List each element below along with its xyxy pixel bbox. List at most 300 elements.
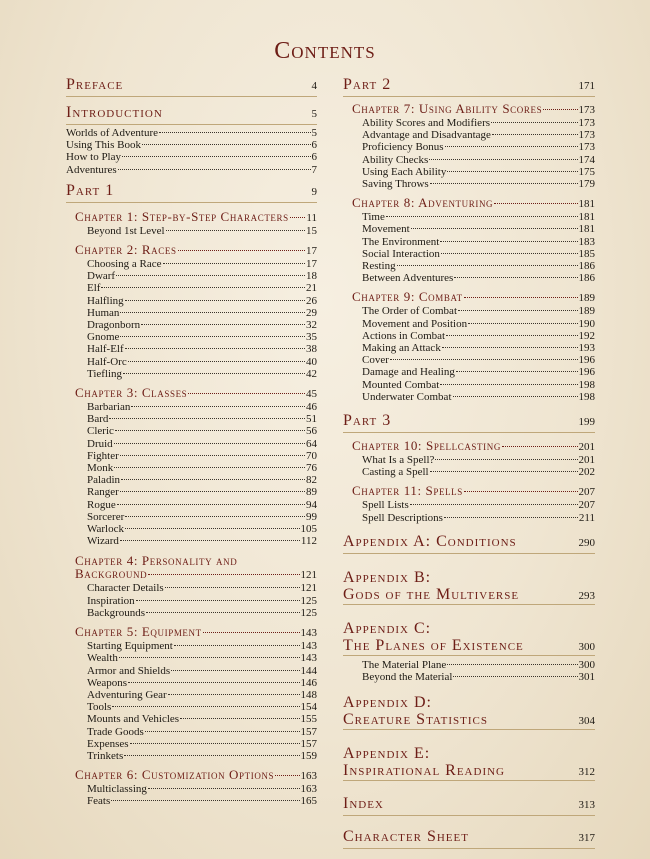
page-number: 317: [578, 832, 595, 845]
page-number: 6: [311, 139, 317, 152]
toc-appendix-e[interactable]: [343, 745, 595, 781]
entry-label: Cleric: [87, 425, 114, 438]
dot-leader: [128, 681, 299, 683]
entry-label: Chapter 3: Classes: [75, 385, 188, 401]
entry-label: Barbarian: [87, 401, 131, 414]
dot-leader: [123, 372, 305, 374]
dot-leader: [146, 611, 299, 613]
page-number: 181: [578, 198, 595, 211]
page-number: 99: [306, 510, 317, 523]
page-number: 56: [306, 425, 317, 438]
section-label: Character Sheet: [343, 828, 469, 846]
section-label: Appendix E:: [343, 745, 431, 763]
section-label: Introduction: [66, 104, 163, 121]
dot-leader: [112, 705, 299, 707]
page-number: 17: [306, 258, 317, 271]
dot-leader: [397, 264, 578, 266]
entry-label: Cover: [362, 354, 389, 367]
dot-leader: [440, 383, 577, 385]
entry-label: Human: [87, 306, 120, 319]
page-number: 15: [306, 224, 317, 237]
dot-leader: [125, 299, 305, 301]
dot-leader: [124, 754, 299, 756]
entry-label: Ability Scores and Modifiers: [362, 117, 491, 129]
toc-item[interactable]: [87, 523, 317, 535]
entry-label: Wealth: [87, 652, 118, 665]
dot-leader: [178, 249, 305, 251]
toc-item[interactable]: [362, 366, 595, 378]
entry-label: Chapter 5: Equipment: [75, 624, 202, 640]
chapter-heading[interactable]: [75, 210, 317, 225]
page-number: 293: [578, 589, 595, 602]
toc-item[interactable]: [87, 795, 317, 807]
toc-item[interactable]: [362, 499, 595, 511]
toc-item[interactable]: [87, 401, 317, 413]
toc-item[interactable]: [362, 272, 595, 284]
page-number: 207: [578, 486, 595, 499]
toc-chapter-3: [66, 386, 317, 547]
chapter-heading[interactable]: [75, 554, 317, 582]
entry-label: What Is a Spell?: [362, 454, 435, 467]
toc-item[interactable]: [362, 391, 595, 403]
toc-left-column: [66, 76, 317, 808]
entry-label: Casting a Spell: [362, 466, 429, 479]
page-number: 143: [300, 640, 317, 653]
dot-leader: [386, 215, 578, 217]
entry-label: Chapter 1: Step-by-Step Characters: [75, 208, 289, 224]
entry-label: Spell Lists: [362, 499, 409, 512]
dot-leader: [543, 108, 577, 110]
toc-item[interactable]: [87, 689, 317, 701]
page-number: 186: [578, 272, 595, 285]
toc-item[interactable]: [66, 151, 317, 163]
toc-item[interactable]: [362, 342, 595, 354]
page-number: 189: [578, 305, 595, 318]
entry-label: Movement and Position: [362, 317, 468, 330]
entry-label: Expenses: [87, 737, 129, 750]
entry-label: Tools: [87, 701, 112, 714]
dot-leader: [445, 145, 578, 147]
entry-label: Between Adventures: [362, 272, 454, 285]
page-number: 21: [306, 282, 317, 295]
dot-leader: [430, 182, 578, 184]
entry-label: Choosing a Race: [87, 258, 162, 271]
dot-leader: [453, 395, 578, 397]
entry-label: Bard: [87, 413, 109, 426]
entry-label: How to Play: [66, 151, 121, 164]
chapter-heading[interactable]: [75, 386, 317, 401]
page-number: 32: [306, 319, 317, 332]
toc-item[interactable]: [66, 127, 317, 139]
page-number: 211: [578, 511, 595, 524]
entry-label: Rogue: [87, 498, 116, 511]
entry-label: Proficiency Bonus: [362, 141, 444, 154]
entry-label: Saving Throws: [362, 178, 429, 191]
dot-leader: [120, 454, 305, 456]
dot-leader: [125, 515, 305, 517]
entry-label: Halfling: [87, 294, 124, 307]
toc-item[interactable]: [87, 701, 317, 713]
page-number: 5: [311, 127, 317, 139]
dot-leader: [163, 262, 305, 264]
section-label: Appendix D:: [343, 694, 433, 712]
dot-leader: [145, 730, 300, 732]
dot-leader: [453, 675, 577, 677]
toc-character-sheet[interactable]: [343, 828, 595, 849]
toc-item[interactable]: [87, 713, 317, 725]
toc-appendix-a[interactable]: [343, 533, 595, 554]
toc-item[interactable]: [75, 225, 317, 237]
page-number: 11: [306, 211, 317, 224]
entry-label: Ability Checks: [362, 153, 429, 166]
entry-label: Beyond the Material: [362, 671, 453, 684]
toc-item[interactable]: [362, 379, 595, 391]
page-number: 29: [306, 306, 317, 319]
page-number: 125: [300, 606, 317, 619]
toc-chapter-4: [66, 554, 317, 619]
entry-label: Adventures: [66, 163, 117, 176]
page-number: 46: [306, 401, 317, 414]
page-number: 175: [578, 165, 595, 178]
toc-item[interactable]: [87, 738, 317, 750]
page-number: 6: [311, 151, 317, 164]
entry-label: Worlds of Adventure: [66, 127, 158, 139]
toc-item[interactable]: [87, 319, 317, 331]
toc-item[interactable]: [87, 595, 317, 607]
dot-leader: [444, 516, 578, 518]
page-number: 146: [300, 676, 317, 689]
toc-item[interactable]: [87, 783, 317, 795]
entry-label: Chapter 6: Customization Options: [75, 767, 275, 783]
toc-item[interactable]: [362, 211, 595, 223]
chapter-heading[interactable]: [352, 102, 595, 117]
dot-leader: [114, 466, 305, 468]
section-label: Gods of the Multiverse: [343, 585, 520, 603]
entry-label: Tiefling: [87, 367, 123, 380]
page-number: 7: [311, 163, 317, 176]
page-number: 9: [311, 185, 317, 198]
chapter-items: [352, 499, 595, 523]
dot-leader: [411, 227, 578, 229]
toc-item[interactable]: [87, 295, 317, 307]
dot-leader: [468, 322, 577, 324]
toc-item[interactable]: [87, 499, 317, 511]
entry-label: Adventuring Gear: [87, 688, 167, 701]
entry-label: Gnome: [87, 331, 120, 344]
page-number: 112: [300, 535, 317, 548]
toc-item[interactable]: [87, 438, 317, 450]
page-number: 148: [300, 688, 317, 701]
entry-label: Beyond 1st Level: [87, 224, 165, 237]
toc-section-part-3[interactable]: [343, 412, 595, 433]
chapter-heading[interactable]: [75, 768, 317, 783]
toc-item[interactable]: [87, 368, 317, 380]
dot-leader: [130, 742, 300, 744]
entry-label: Chapter 9: Combat: [352, 289, 463, 305]
page-number: 181: [578, 211, 595, 224]
toc-item[interactable]: [362, 330, 595, 342]
page-number: 171: [578, 80, 595, 92]
dot-leader: [168, 693, 300, 695]
page-number: 173: [578, 104, 595, 116]
toc-item[interactable]: [362, 454, 595, 466]
chapter-heading[interactable]: [75, 625, 317, 640]
dot-leader: [464, 490, 578, 492]
toc-item[interactable]: [87, 607, 317, 619]
page-number: 163: [300, 783, 317, 796]
toc-item[interactable]: [362, 178, 595, 190]
toc-item[interactable]: [87, 450, 317, 462]
toc-appendix-c[interactable]: [343, 620, 595, 656]
page-number: 143: [300, 627, 317, 640]
dot-leader: [125, 347, 305, 349]
dot-leader: [447, 663, 577, 665]
entry-label: Multiclassing: [87, 783, 147, 796]
toc-item[interactable]: [87, 282, 317, 294]
page-number: 121: [300, 582, 317, 595]
page-number: 105: [300, 523, 317, 536]
dot-leader: [458, 309, 578, 311]
entry-label: Social Interaction: [362, 247, 440, 260]
toc-item[interactable]: [362, 141, 595, 153]
page-number: 189: [578, 292, 595, 305]
section-label: Part 3: [343, 412, 392, 430]
toc-chapter-9: [343, 290, 595, 403]
chapter-heading[interactable]: [352, 484, 595, 499]
dot-leader: [430, 470, 578, 472]
chapter-items: [75, 582, 317, 619]
dot-leader: [203, 631, 300, 633]
entry-label: Mounts and Vehicles: [87, 713, 180, 726]
page-number: 290: [578, 536, 595, 549]
toc-item[interactable]: [87, 726, 317, 738]
toc-item[interactable]: [87, 750, 317, 762]
page-number: 301: [578, 671, 595, 684]
toc-section-part-2[interactable]: [343, 76, 595, 97]
entry-label: Wizard: [87, 535, 119, 548]
toc-item[interactable]: [87, 640, 317, 652]
entry-label: Chapter 2: Races: [75, 242, 177, 258]
chapter-heading[interactable]: [352, 290, 595, 305]
toc-item[interactable]: [87, 307, 317, 319]
entry-label: Background: [75, 566, 148, 582]
page-number: 163: [300, 770, 317, 783]
dot-leader: [122, 155, 311, 157]
page-number: 5: [311, 108, 317, 120]
entry-label: Chapter 8: Adventuring: [352, 195, 494, 211]
dot-leader: [502, 445, 578, 447]
dot-leader: [128, 360, 305, 362]
page-number: 201: [578, 454, 595, 467]
page-number: 207: [578, 499, 595, 512]
toc-item[interactable]: [87, 270, 317, 282]
toc-item[interactable]: [87, 511, 317, 523]
chapter-items: [352, 117, 595, 190]
toc-item[interactable]: [362, 659, 595, 671]
toc-item[interactable]: [87, 474, 317, 486]
dot-leader: [121, 478, 305, 480]
toc-appendix-b[interactable]: [343, 569, 595, 605]
entry-label: Monk: [87, 462, 114, 475]
entry-label: Spell Descriptions: [362, 511, 443, 524]
page-number: 312: [578, 766, 595, 779]
dot-leader: [120, 490, 305, 492]
page-number: 196: [578, 354, 595, 367]
toc-section-preface[interactable]: [66, 76, 317, 97]
toc-item[interactable]: [87, 665, 317, 677]
page-number: 173: [578, 141, 595, 154]
dot-leader: [180, 717, 299, 719]
page-number: 157: [300, 725, 317, 738]
page-number: 18: [306, 270, 317, 283]
section-label: Preface: [66, 76, 124, 93]
toc-item[interactable]: [66, 139, 317, 151]
dot-leader: [148, 573, 299, 575]
chapter-heading[interactable]: [352, 439, 595, 454]
toc-item[interactable]: [66, 164, 317, 176]
entry-label: Ranger: [87, 486, 119, 499]
toc-item[interactable]: [87, 677, 317, 689]
introduction-items: [66, 127, 317, 176]
dot-leader: [410, 503, 578, 505]
toc-item[interactable]: [362, 305, 595, 317]
toc-item[interactable]: [87, 462, 317, 474]
toc-item[interactable]: [87, 258, 317, 270]
page-number: 4: [311, 80, 317, 92]
toc-item[interactable]: [87, 356, 317, 368]
dot-leader: [441, 252, 578, 254]
page-number: 159: [300, 749, 317, 762]
page-number: 82: [306, 474, 317, 487]
toc-section-part-1[interactable]: [66, 182, 317, 203]
entry-label: Movement: [362, 223, 410, 236]
page-number: 190: [578, 317, 595, 330]
dot-leader: [119, 656, 300, 658]
dot-leader: [118, 168, 311, 170]
toc-item[interactable]: [87, 425, 317, 437]
entry-label: Actions in Combat: [362, 329, 446, 342]
toc-item[interactable]: [362, 512, 595, 524]
page-number: 202: [578, 466, 595, 479]
page-number: 304: [578, 715, 595, 728]
dot-leader: [111, 799, 299, 801]
toc-chapter-1: [66, 210, 317, 237]
chapter-items: [75, 783, 317, 807]
toc-item[interactable]: [362, 236, 595, 248]
chapter-heading[interactable]: [75, 243, 317, 258]
toc-section-introduction[interactable]: [66, 104, 317, 125]
toc-item[interactable]: [87, 652, 317, 664]
toc-item[interactable]: [362, 671, 595, 683]
page-number: 199: [578, 416, 595, 429]
toc-item[interactable]: [87, 535, 317, 547]
entry-label: Inspiration: [87, 594, 135, 607]
chapter-items: [352, 454, 595, 478]
dot-leader: [174, 644, 300, 646]
toc-item[interactable]: [87, 343, 317, 355]
entry-label: Dragonborn: [87, 319, 141, 332]
chapter-items: [352, 211, 595, 284]
entry-label: Using This Book: [66, 139, 141, 152]
page-number: 173: [578, 117, 595, 129]
dot-leader: [131, 405, 305, 407]
toc-item[interactable]: [362, 466, 595, 478]
toc-item[interactable]: [87, 331, 317, 343]
toc-item[interactable]: [87, 582, 317, 594]
section-label: Appendix A: Conditions: [343, 532, 517, 550]
toc-appendix-d[interactable]: [343, 694, 595, 730]
entry-label: Fighter: [87, 449, 119, 462]
dot-leader: [141, 323, 305, 325]
section-label: Part 2: [343, 76, 392, 93]
page-number: 181: [578, 223, 595, 236]
page-number: 174: [578, 153, 595, 166]
page-number: 70: [306, 449, 317, 462]
page-number: 144: [300, 664, 317, 677]
page-number: 38: [306, 343, 317, 356]
entry-label: Making an Attack: [362, 342, 441, 355]
dot-leader: [440, 240, 577, 242]
dot-leader: [494, 202, 577, 204]
toc-item[interactable]: [362, 129, 595, 141]
entry-label: Half-Elf: [87, 343, 124, 356]
dot-leader: [454, 276, 577, 278]
entry-label: The Environment: [362, 235, 440, 248]
entry-label: Backgrounds: [87, 606, 146, 619]
page-number: 179: [578, 178, 595, 191]
entry-label: Advantage and Disadvantage: [362, 129, 491, 142]
section-label: Inspirational Reading: [343, 762, 505, 780]
chapter-heading[interactable]: [352, 196, 595, 211]
toc-item[interactable]: [87, 413, 317, 425]
appendix-c-items: [343, 659, 595, 683]
dot-leader: [464, 296, 578, 298]
dot-leader: [290, 216, 306, 218]
page-number: 26: [306, 294, 317, 307]
dot-leader: [115, 429, 305, 431]
dot-leader: [159, 131, 311, 133]
toc-item[interactable]: [87, 486, 317, 498]
dot-leader: [492, 133, 578, 135]
dot-leader: [116, 274, 305, 276]
entry-label: Armor and Shields: [87, 664, 171, 677]
toc-item[interactable]: [362, 318, 595, 330]
toc-item[interactable]: [362, 166, 595, 178]
section-label: Index: [343, 795, 384, 813]
dot-leader: [165, 586, 300, 588]
toc-item[interactable]: [362, 117, 595, 129]
entry-label: Underwater Combat: [362, 390, 452, 403]
toc-item[interactable]: [362, 223, 595, 235]
dot-leader: [446, 334, 577, 336]
chapter-items: [75, 640, 317, 762]
toc-item[interactable]: [362, 154, 595, 166]
toc-chapter-6: [66, 768, 317, 807]
page-number: 157: [300, 737, 317, 750]
toc-item[interactable]: [362, 260, 595, 272]
page-number: 183: [578, 235, 595, 248]
toc-item[interactable]: [362, 354, 595, 366]
page-number: 192: [578, 329, 595, 342]
toc-chapter-7: [343, 102, 595, 190]
toc-index[interactable]: [343, 795, 595, 816]
entry-label: Weapons: [87, 676, 128, 689]
dot-leader: [125, 527, 300, 529]
entry-label: Dwarf: [87, 270, 116, 283]
dot-leader: [114, 442, 305, 444]
entry-label: Starting Equipment: [87, 640, 173, 653]
toc-item[interactable]: [362, 248, 595, 260]
